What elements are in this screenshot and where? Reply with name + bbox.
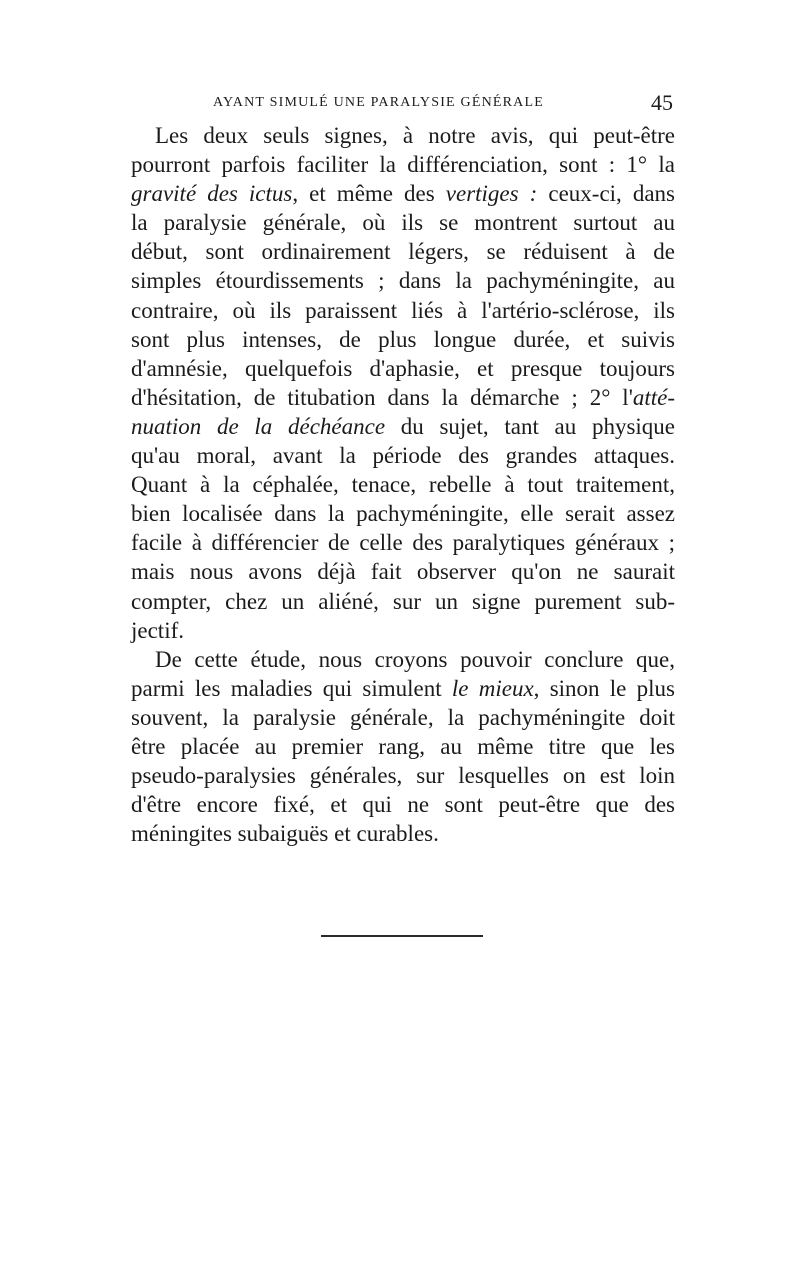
text-segment: , et même des xyxy=(292,181,446,207)
text-line: être placée au premier rang, au même titre que les xyxy=(131,733,675,759)
text-line: jectif. xyxy=(131,617,184,643)
text-line: bien localisée dans la pachyméningite, elle serait assez xyxy=(131,501,675,527)
text-line: qu'au moral, avant la période des grandes attaques. xyxy=(131,443,675,469)
text-segment: du sujet, tant au physique xyxy=(385,413,676,439)
italic-segment: nuation de la déchéance xyxy=(131,413,386,439)
text-line: Quant à la céphalée, tenace, rebelle à tout traitement, xyxy=(131,472,675,498)
text-segment: ceux-ci, dans xyxy=(537,181,676,207)
text-line: souvent, la paralysie générale, la pachyméningite doit xyxy=(131,704,675,730)
italic-segment: vertiges : xyxy=(445,181,538,207)
running-title: AYANT SIMULÉ UNE PARALYSIE GÉNÉRALE xyxy=(213,95,544,110)
text-line: simples étourdissements ; dans la pachyméningite, au xyxy=(131,268,675,294)
body-text xyxy=(131,121,675,848)
text-line: d'être encore fixé, et qui ne sont peut-être que des xyxy=(131,792,675,818)
text-line xyxy=(131,674,675,703)
text-segment: parmi les maladies qui simulent xyxy=(131,675,452,701)
italic-segment: atté- xyxy=(632,384,675,410)
text-line xyxy=(131,179,675,208)
italic-segment: gravité des ictus xyxy=(131,181,293,207)
text-line: compter, chez un aliéné, sur un signe purement sub- xyxy=(131,588,675,614)
text-line: pourront parfois faciliter la différenciation, sont : 1° la xyxy=(131,152,675,178)
text-line: De cette étude, nous croyons pouvoir conclure que, xyxy=(155,646,675,672)
text-line: contraire, où ils paraissent liés à l'artério-sclérose, ils xyxy=(131,297,675,323)
text-segment: , sinon le plus xyxy=(533,675,675,701)
text-segment: d'hésitation, de titubation dans la démarche ; 2° l' xyxy=(131,384,633,410)
page-number: 45 xyxy=(651,90,673,115)
text-line: début, sont ordinairement légers, se réduisent à de xyxy=(131,239,675,265)
end-rule xyxy=(321,935,483,937)
text-line: sont plus intenses, de plus longue durée, et suivis xyxy=(131,326,675,352)
running-head xyxy=(131,90,675,117)
text-line: mais nous avons déjà fait observer qu'on ne saurait xyxy=(131,559,675,585)
text-line xyxy=(131,383,675,412)
text-line: la paralysie générale, où ils se montrent surtout au xyxy=(131,210,675,236)
italic-segment: le mieux xyxy=(451,675,534,701)
text-line: Les deux seuls signes, à notre avis, qui peut-être xyxy=(155,123,675,148)
text-line: pseudo-paralysies générales, sur lesquelles on est loin xyxy=(131,763,675,789)
text-line: d'amnésie, quelquefois d'aphasie, et presque toujours xyxy=(131,355,675,381)
text-line: facile à différencier de celle des paralytiques généraux ; xyxy=(131,530,675,556)
text-line: méningites subaiguës et curables. xyxy=(131,821,439,847)
text-line xyxy=(131,412,675,441)
